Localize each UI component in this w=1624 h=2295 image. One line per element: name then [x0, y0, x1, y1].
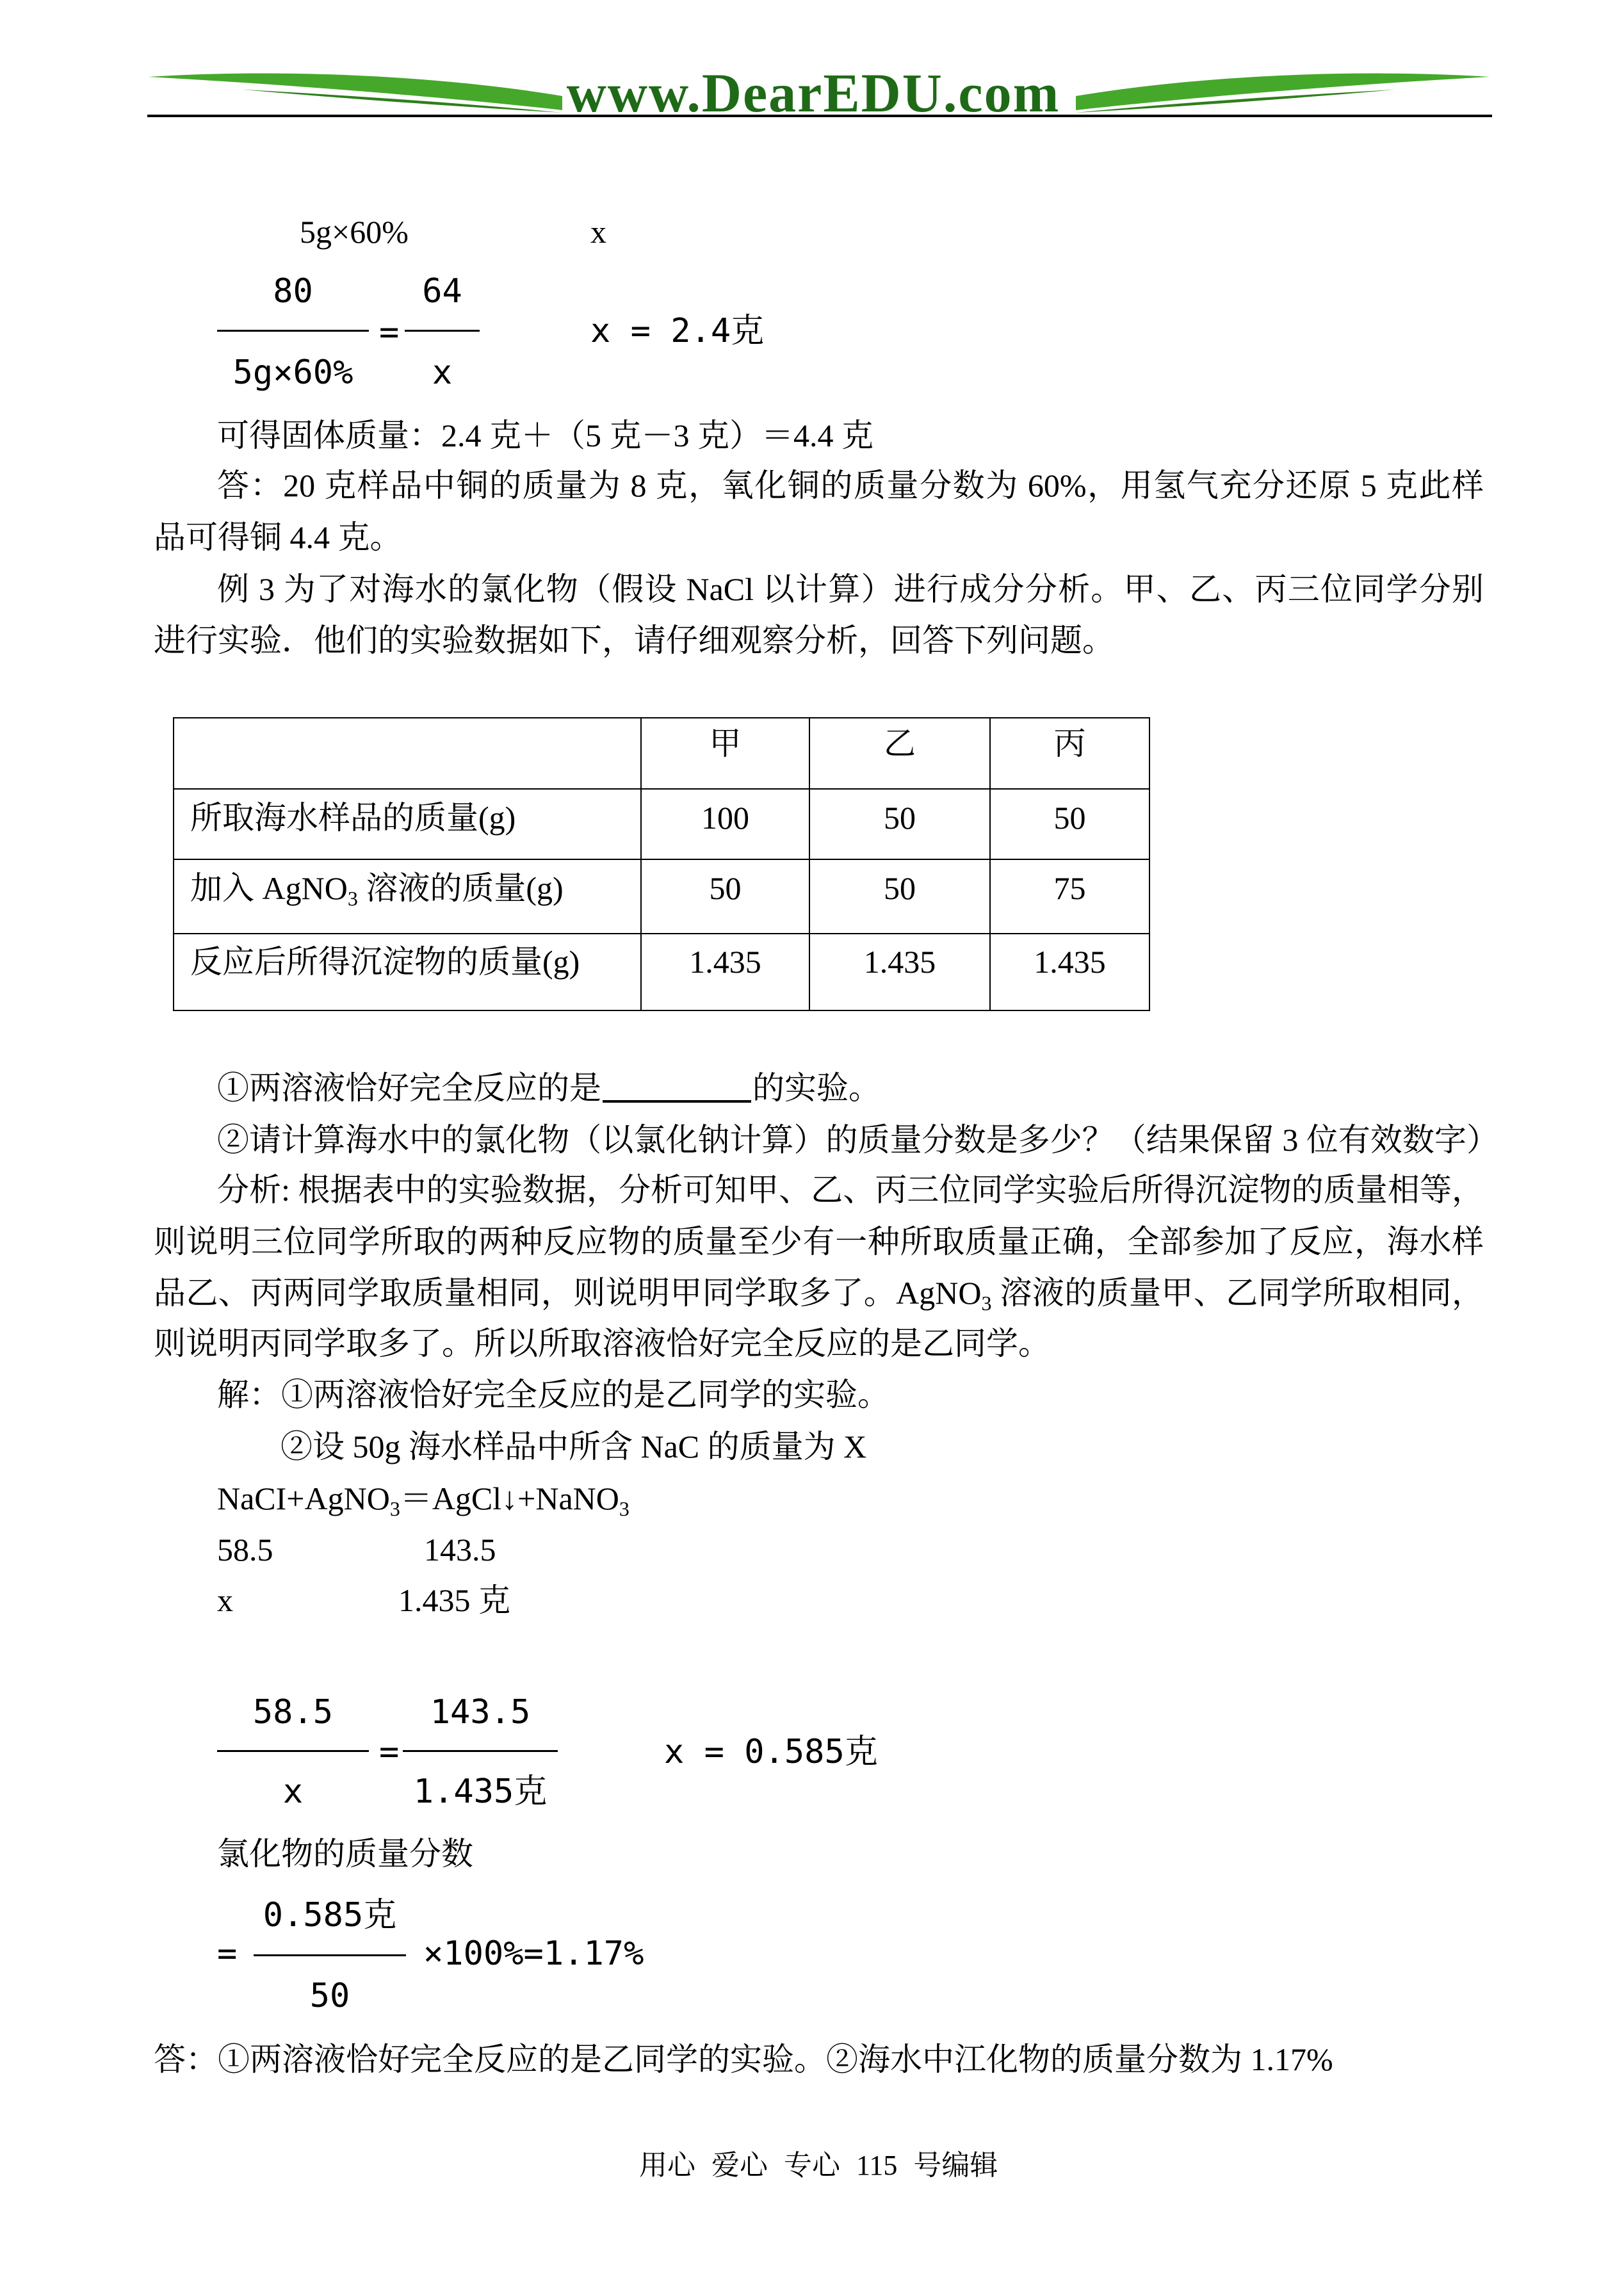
table-row	[174, 934, 1149, 1010]
question-1-text: ①两溶液恰好完全反应的是	[217, 1070, 601, 1106]
mass-ratio-right-bottom: 1.435 克	[398, 1582, 510, 1618]
mass-ratio-left-bottom: x	[217, 1582, 233, 1618]
fraction-denominator: 5g×60%	[232, 353, 353, 392]
solution-line-2: ②设 50g 海水样品中所含 NaC 的质量为 X	[280, 1429, 867, 1464]
copper-calc-top-left: 5g×60%	[300, 214, 409, 250]
subscript: 3	[389, 1497, 400, 1520]
table-cell: 1.435	[990, 934, 1149, 1010]
fraction-bar	[254, 1954, 406, 1956]
site-name: www.DearEDU.com	[566, 62, 1060, 124]
fraction-denominator: 1.435克	[413, 1772, 548, 1811]
mass-ratio-left-top: 58.5	[217, 1532, 273, 1568]
column-header-bing: 丙	[990, 718, 1149, 789]
table-cell: 50	[990, 789, 1149, 859]
fraction-numerator: 0.585克	[263, 1896, 397, 1934]
table-cell: 1.435	[809, 934, 990, 1010]
analysis-text: 品乙、丙两同学取质量相同，则说明甲同学取多了。AgNO	[154, 1275, 982, 1311]
column-header-yi: 乙	[809, 718, 990, 789]
mass-ratio-right-top: 143.5	[424, 1532, 496, 1568]
analysis-line-1: 分析: 根据表中的实验数据，分析可知甲、乙、丙三位同学实验后所得沉淀物的质量相等，	[217, 1172, 1484, 1208]
table-header-row	[174, 718, 1149, 789]
example3-line-1: 例 3 为了对海水的氯化物（假设 NaCl 以计算）进行成分分析。甲、乙、丙三位同学分别	[217, 571, 1484, 607]
analysis-line-4: 则说明丙同学取多了。所以所取溶液恰好完全反应的是乙同学。	[154, 1326, 1050, 1361]
equals-sign: =	[379, 313, 400, 352]
fraction-bar	[405, 330, 480, 332]
table-cell: 50	[641, 859, 809, 934]
copper-answer-line-1: 答：20 克样品中铜的质量为 8 克，氧化铜的质量分数为 60%，用氢气充分还原 5 克此样	[217, 467, 1484, 503]
row-label	[174, 859, 641, 934]
row-label: 反应后所得沉淀物的质量(g)	[174, 934, 641, 1010]
right-leaf-icon	[1076, 74, 1490, 110]
question-1	[217, 1069, 881, 1107]
analysis-line-2: 则说明三位同学所取的两种反应物的质量至少有一种所取质量正确，全部参加了反应，海水样	[154, 1224, 1484, 1260]
table-cell: 1.435	[641, 934, 809, 1010]
fraction-numerator: 58.5	[252, 1693, 334, 1731]
calc-result: x = 0.585克	[664, 1733, 878, 1771]
row-label-text: 溶液的质量(g)	[357, 870, 564, 906]
fraction-bar	[217, 330, 369, 332]
column-header-jia: 甲	[641, 718, 809, 789]
calc-result: x = 2.4克	[590, 312, 765, 350]
table-row	[174, 859, 1149, 934]
row-label-text: 加入 AgNO	[190, 870, 348, 906]
fraction-numerator: 80	[273, 272, 313, 311]
fraction-bar	[217, 1750, 369, 1752]
page-footer: 用心 爱心 专心 115 号编辑	[639, 2150, 998, 2181]
fraction-denominator: 50	[309, 1977, 350, 2015]
fraction-numerator: 64	[422, 272, 462, 311]
chemical-equation	[217, 1480, 629, 1520]
equals-sign: =	[379, 1733, 400, 1771]
subscript: 3	[619, 1497, 629, 1520]
solid-mass-line: 可得固体质量：2.4 克＋（5 克－3 克）＝4.4 克	[217, 418, 873, 453]
analysis-line-3	[154, 1274, 1484, 1315]
fraction-denominator: x	[432, 353, 453, 392]
answer-blank	[603, 1072, 751, 1103]
question-2: ②请计算海水中的氯化物（以氯化钠计算）的质量分数是多少？（结果保留 3 位有效数字）	[217, 1122, 1498, 1158]
equation-text: ＝AgCl↓+NaNO	[400, 1480, 619, 1516]
percent-result: ×100%=1.17%	[423, 1934, 644, 1973]
site-banner	[0, 0, 1624, 128]
table-cell: 75	[990, 859, 1149, 934]
fraction-numerator: 143.5	[430, 1693, 531, 1731]
fraction-denominator: x	[282, 1772, 304, 1811]
question-1-text: 的实验。	[752, 1070, 881, 1106]
experiment-data-table	[173, 717, 1150, 1011]
analysis-text: 溶液的质量甲、乙同学所取相同，	[991, 1275, 1484, 1311]
equation-text: NaCI+AgNO	[217, 1480, 390, 1516]
solution-line-1: 解：①两溶液恰好完全反应的是乙同学的实验。	[217, 1377, 889, 1413]
subscript: 3	[347, 887, 358, 910]
table-cell: 50	[809, 859, 990, 934]
copper-calc-top-right: x	[590, 214, 606, 250]
fraction-label: 氯化物的质量分数	[217, 1836, 473, 1872]
subscript: 3	[981, 1292, 992, 1315]
row-label: 所取海水样品的质量(g)	[174, 789, 641, 859]
table-cell: 100	[641, 789, 809, 859]
table-corner-cell	[174, 718, 641, 789]
table-cell: 50	[809, 789, 990, 859]
example3-line-2: 进行实验．他们的实验数据如下，请仔细观察分析，回答下列问题。	[154, 622, 1114, 658]
final-answer: 答：①两溶液恰好完全反应的是乙同学的实验。②海水中江化物的质量分数为 1.17%	[154, 2041, 1333, 2077]
table-row	[174, 789, 1149, 859]
equals-sign: =	[217, 1934, 238, 1973]
left-leaf-icon	[149, 74, 562, 110]
fraction-bar	[403, 1750, 558, 1752]
copper-answer-line-2: 品可得铜 4.4 克。	[154, 519, 402, 555]
